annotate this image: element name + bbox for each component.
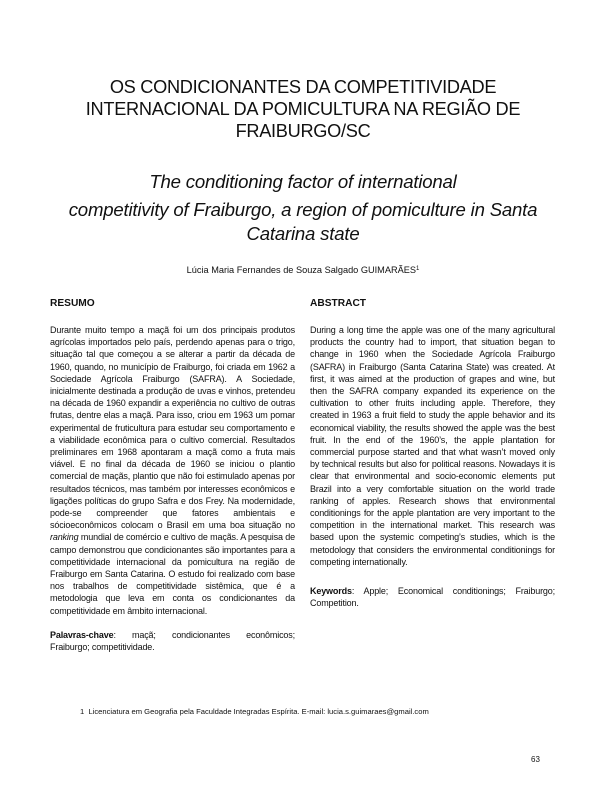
- resumo-section: [50, 298, 295, 653]
- subtitle-line: competitivity of Fraiburgo, a region of pomiculture in Santa: [68, 199, 538, 220]
- keywords-text: : Apple; Economical conditionings; Fraiburgo; Competition.: [310, 586, 555, 609]
- english-title: [40, 170, 566, 246]
- footnote: [80, 707, 429, 716]
- title-line: FRAIBURGO/SC: [235, 121, 371, 141]
- resumo-text-part: mundial de comércio e cultivo de maçãs. A pesquisa de campo demonstrou que condicionantes são importantes para a competitividade internacional da pomicultura na região de Fraiburgo em Santa Catarina. O estudo foi realizado com base nos trabalhos de competitividade sistêmica, que é a metodologia que leva em conta os condicionantes da competitividade em âmbito internacional.: [50, 532, 295, 616]
- resumo-heading: RESUMO: [50, 298, 95, 309]
- resumo-keywords: [50, 629, 295, 653]
- abstract-section: [310, 298, 555, 609]
- author-line: [40, 265, 566, 275]
- abstract-keywords: [310, 585, 555, 609]
- subtitle-line: The conditioning factor of international: [149, 171, 457, 192]
- footnote-number: 1: [80, 707, 85, 716]
- abstract-heading: ABSTRACT: [310, 298, 367, 309]
- resumo-italic-word: ranking: [50, 532, 79, 543]
- resumo-text-part: Durante muito tempo a maçã foi um dos principais produtos agrícolas importados pelo país, perdendo apenas para o trigo, situação tal que começou a se alterar a partir da década de 1960, quando, no município de Fraiburgo, foi criada em 1962 a Sociedade Agrícola Fraiburgo (SAFRA). A Sociedade, inicialmente destinada a produção de uvas e vinhos, pretendeu na década de 1960 expandir a experiência no cultivo de outras frutas, dentre elas a maçã. Para isso, criou em 1963 um pomar experimental de fruticultura para estudar seu comportamento e a viabilidade econômica para o cultivo comercial. Resultados preliminares em 1968 apontaram a maçã como a fruta mais viável. E no final da década de 1960 se iniciou o plantio comercial de maçãs, plantio que não foi estimulado apenas por resultados técnicos, mas também por interesses econômicos e ligações políticas do grupo Safra e dos Frey. Na modernidade, pode-se compreender que fatores ambientais e sócioeconômicos colocam o Brasil em uma boa situação no: [50, 325, 295, 531]
- author-name: Lúcia Maria Fernandes de Souza Salgado GUIMARÃES: [186, 265, 416, 275]
- resumo-text: [50, 324, 295, 617]
- title-line: OS CONDICIONANTES DA COMPETITIVIDADE: [109, 77, 497, 97]
- title-line: INTERNACIONAL DA POMICULTURA NA REGIÃO DE: [85, 99, 521, 119]
- abstract-text: During a long time the apple was one of the many agricultural products the country had to import, that situation began to change in 1960 when the Sociedade Agrícola Fraiburgo (SAFRA) in Fraiburgo (Santa Catarina State) was created. At first, it was aimed at the production of grapes and wine, but then the SAFRA company expanded its experience on the cultivation to other fruits including apple. Therefore, they created in 1963 a fruit field to study the apple behavior and its economical viability, the results showed the apple was the best fruit. In the end of the 1960’s, the apple plantation for commercial purpose started and that what wasn’t moved only by technical results but also for political reasons. Nowadays it is clear that environmental and socio-economic elements put Brazil into a very comfortable situation on the world trade ranking of apples. Research shows that environmental conditionings for the apple plantation are very important to the competition in the international market. This research was based upon the systemic competing’s studies, which is the metodology that considers the environmental conditionings for competing internationally.: [310, 325, 555, 567]
- author-footnote-ref: 1: [415, 266, 420, 272]
- footnote-text: Licenciatura em Geografia pela Faculdade Integradas Espírita. E-mail: lucia.s.guimaraes@gmail.com: [88, 707, 429, 716]
- keywords-label: Palavras-chave: [50, 629, 114, 640]
- subtitle-line: Catarina state: [246, 223, 360, 244]
- keywords-label: Keywords: [310, 586, 352, 597]
- keywords-text: : maçã; condicionantes econômicos; Fraiburgo; competitividade.: [50, 629, 295, 653]
- paper-title: [40, 76, 566, 142]
- page-number: 63: [531, 755, 540, 764]
